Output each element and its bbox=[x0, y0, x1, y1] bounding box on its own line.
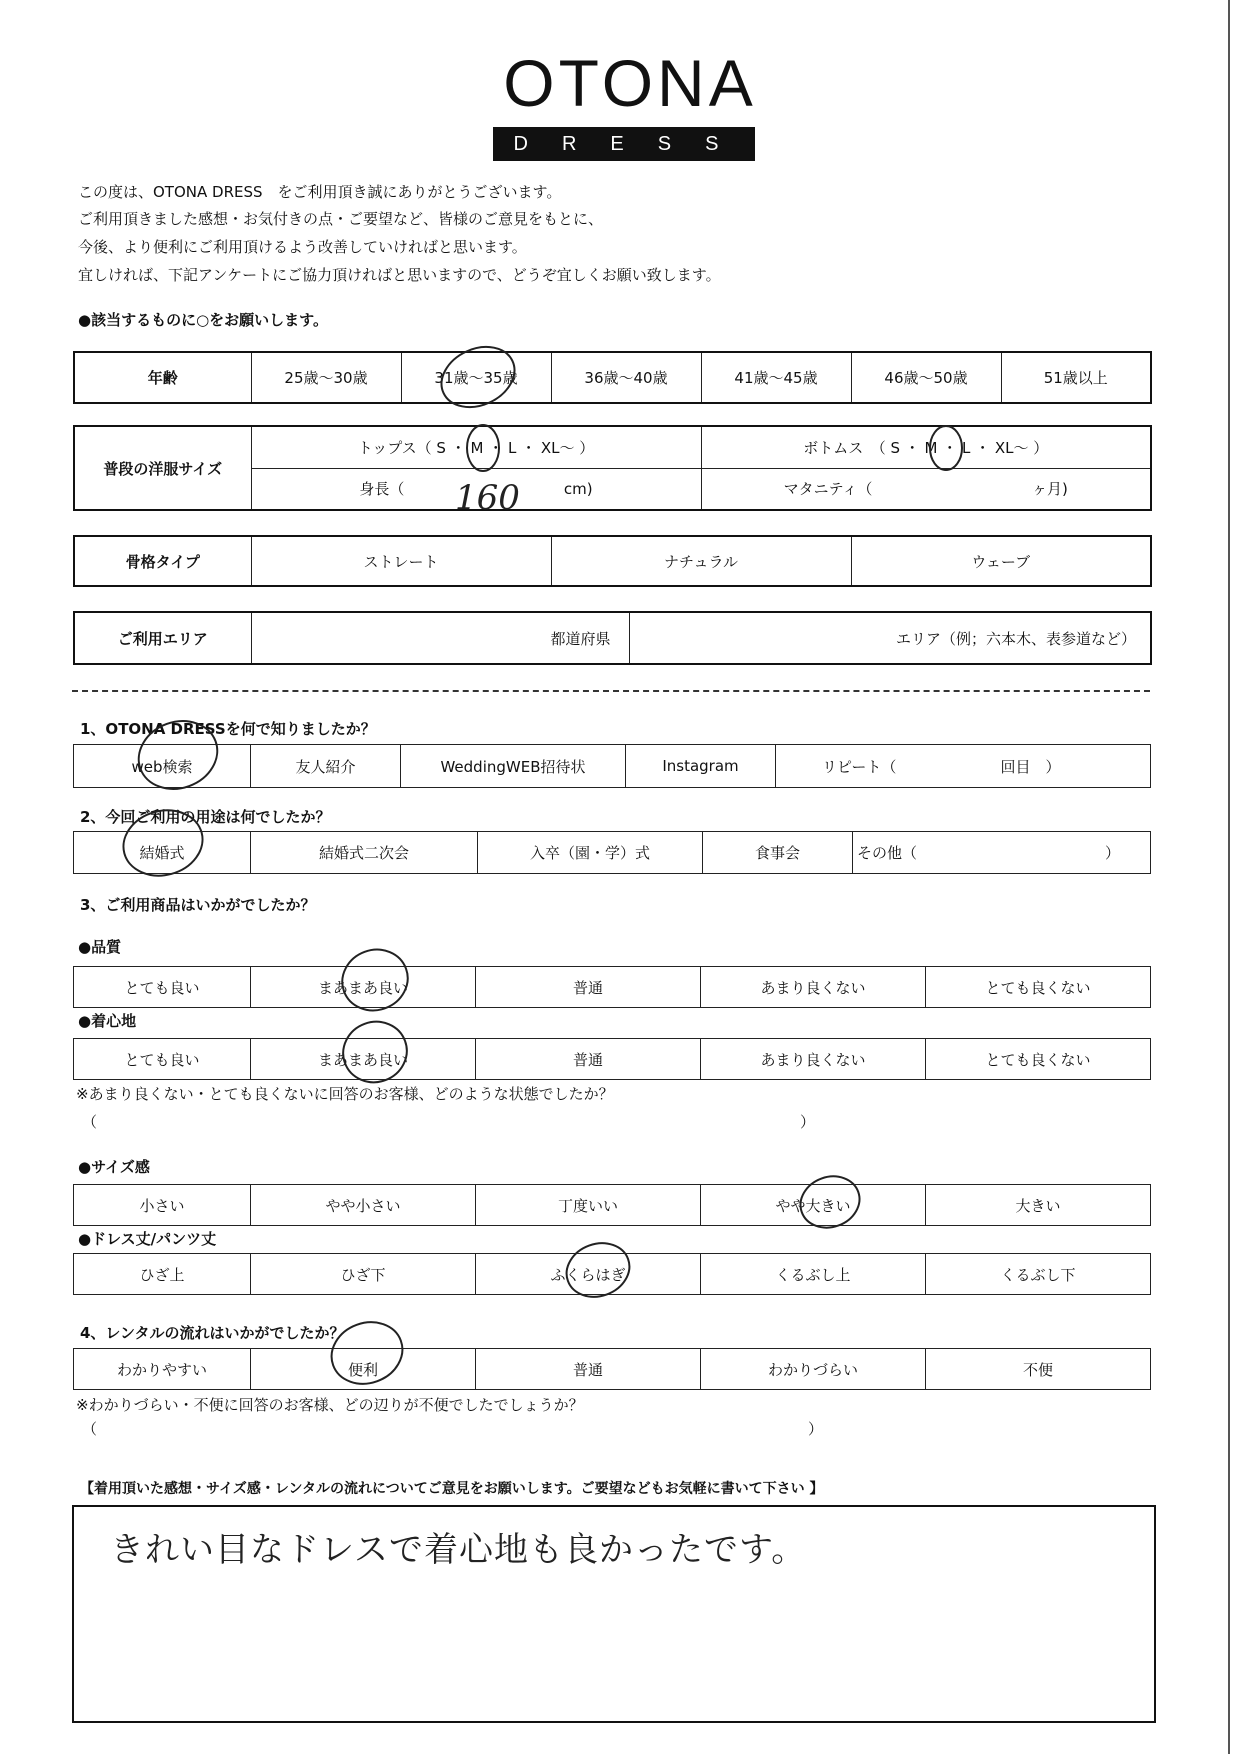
q4-option[interactable]: わかりやすい bbox=[74, 1349, 251, 1390]
body-type-label: 骨格タイプ bbox=[74, 536, 251, 586]
intro-line-2: ご利用頂きました感想・お気付きの点・ご要望など、皆様のご意見をもとに、 bbox=[78, 210, 604, 228]
q1-option[interactable]: Instagram bbox=[626, 745, 776, 788]
q4-table bbox=[73, 1348, 1151, 1390]
fit-option[interactable]: 大きい bbox=[926, 1185, 1151, 1226]
age-option[interactable]: 25歳～30歳 bbox=[251, 352, 401, 403]
tops-size-field[interactable]: トップス（ S ・ M ・ L ・ XL～ ） bbox=[251, 426, 701, 468]
comfort-option[interactable]: まあまあ良い bbox=[251, 1039, 476, 1080]
age-label: 年齢 bbox=[74, 352, 251, 403]
q2-option[interactable]: その他（ bbox=[853, 832, 1003, 874]
length-option[interactable]: ふくらはぎ bbox=[476, 1254, 701, 1295]
fit-option[interactable]: やや小さい bbox=[251, 1185, 476, 1226]
q4-followup-open: （ bbox=[82, 1420, 98, 1438]
q4-option[interactable]: 不便 bbox=[926, 1349, 1151, 1390]
length-label: ●ドレス丈/パンツ丈 bbox=[78, 1230, 217, 1248]
q4-option[interactable]: 普通 bbox=[476, 1349, 701, 1390]
area-field[interactable]: エリア（例；六本木、表参道など） bbox=[629, 612, 1151, 664]
body-type-option[interactable]: ストレート bbox=[251, 536, 551, 586]
bottoms-size-field[interactable]: ボトムス （ S ・ M ・ L ・ XL～ ） bbox=[701, 426, 1151, 468]
body-type-option[interactable]: ウェーブ bbox=[851, 536, 1151, 586]
fit-option[interactable]: 丁度いい bbox=[476, 1185, 701, 1226]
comfort-table bbox=[73, 1038, 1151, 1080]
height-handwriting: 160 bbox=[455, 478, 520, 518]
comfort-option[interactable]: とても良い bbox=[74, 1039, 251, 1080]
fit-label: ●サイズ感 bbox=[78, 1158, 150, 1176]
quality-followup-close: ） bbox=[800, 1113, 816, 1131]
q2-option-suffix: ） bbox=[1003, 832, 1151, 874]
age-option[interactable]: 36歳～40歳 bbox=[551, 352, 701, 403]
q1-title: 1、OTONA DRESSを何で知りましたか？ bbox=[80, 720, 376, 738]
q2-option[interactable]: 入卒（園・学）式 bbox=[478, 832, 703, 874]
age-option[interactable]: 51歳以上 bbox=[1001, 352, 1151, 403]
logo-wordmark: OTONA bbox=[503, 46, 757, 120]
age-option[interactable]: 46歳～50歳 bbox=[851, 352, 1001, 403]
q4-followup-close: ） bbox=[808, 1420, 824, 1438]
fit-table bbox=[73, 1184, 1151, 1226]
age-option[interactable]: 31歳～35歳 bbox=[401, 352, 551, 403]
q1-table bbox=[73, 744, 1151, 788]
logo-subtitle: DRESS bbox=[493, 127, 755, 161]
quality-option[interactable]: とても良い bbox=[74, 967, 251, 1008]
q4-option[interactable]: 便利 bbox=[251, 1349, 476, 1390]
intro-line-3: 今後、より便利にご利用頂けるよう改善していければと思います。 bbox=[78, 238, 527, 256]
q1-option[interactable]: リピート（ bbox=[776, 745, 1001, 788]
quality-followup-open: （ bbox=[82, 1113, 98, 1131]
size-table bbox=[73, 425, 1152, 511]
q4-title: 4、レンタルの流れはいかがでしたか？ bbox=[80, 1324, 345, 1342]
comfort-option[interactable]: 普通 bbox=[476, 1039, 701, 1080]
fit-option[interactable]: やや大きい bbox=[701, 1185, 926, 1226]
quality-followup-text: ※あまり良くない・とても良くないに回答のお客様、どのような状態でしたか？ bbox=[76, 1085, 614, 1103]
comments-title: 【着用頂いた感想・サイズ感・レンタルの流れについてご意見をお願いします。ご要望などもお気軽に書いて下さい 】 bbox=[80, 1481, 824, 1497]
quality-option[interactable]: まあまあ良い bbox=[251, 967, 476, 1008]
age-table bbox=[73, 351, 1152, 404]
quality-label: ●品質 bbox=[78, 938, 122, 956]
length-table bbox=[73, 1253, 1151, 1295]
body-type-table bbox=[73, 535, 1152, 587]
q2-option[interactable]: 食事会 bbox=[703, 832, 853, 874]
prefecture-field[interactable]: 都道府県 bbox=[251, 612, 629, 664]
length-option[interactable]: ひざ下 bbox=[251, 1254, 476, 1295]
q2-table bbox=[73, 831, 1151, 874]
q4-followup-text: ※わかりづらい・不便に回答のお客様、どの辺りが不便でしたでしょうか？ bbox=[76, 1396, 584, 1414]
q1-option[interactable]: WeddingWEB招待状 bbox=[401, 745, 626, 788]
maternity-prefix: マタニティ（ bbox=[783, 480, 873, 499]
intro-line-1: この度は、OTONA DRESS をご利用頂き誠にありがとうございます。 bbox=[78, 183, 562, 201]
quality-table bbox=[73, 966, 1151, 1008]
size-label: 普段の洋服サイズ bbox=[74, 426, 251, 510]
area-table bbox=[73, 611, 1152, 665]
q4-option[interactable]: わかりづらい bbox=[701, 1349, 926, 1390]
area-label: ご利用エリア bbox=[74, 612, 251, 664]
quality-option[interactable]: あまり良くない bbox=[701, 967, 926, 1008]
length-option[interactable]: ひざ上 bbox=[74, 1254, 251, 1295]
q2-option[interactable]: 結婚式 bbox=[74, 832, 251, 874]
quality-option[interactable]: とても良くない bbox=[926, 967, 1151, 1008]
q2-option[interactable]: 結婚式二次会 bbox=[251, 832, 478, 874]
length-option[interactable]: くるぶし上 bbox=[701, 1254, 926, 1295]
height-suffix: cm) bbox=[563, 480, 593, 499]
quality-option[interactable]: 普通 bbox=[476, 967, 701, 1008]
instruction-text: ●該当するものに○をお願いします。 bbox=[78, 311, 328, 329]
section-divider bbox=[72, 690, 1150, 692]
q1-option[interactable]: web検索 bbox=[74, 745, 251, 788]
height-prefix: 身長（ bbox=[359, 480, 405, 499]
q1-option-suffix: 回目 ） bbox=[1001, 745, 1151, 788]
maternity-suffix: ヶ月) bbox=[1032, 480, 1068, 499]
scan-edge-line bbox=[1228, 0, 1230, 1754]
comfort-option[interactable]: とても良くない bbox=[926, 1039, 1151, 1080]
comments-handwriting: きれい目なドレスで着心地も良かったです。 bbox=[110, 1530, 807, 1570]
q3-title: 3、ご利用商品はいかがでしたか？ bbox=[80, 896, 316, 914]
q2-title: 2、今回ご利用の用途は何でしたか？ bbox=[80, 808, 331, 826]
length-option[interactable]: くるぶし下 bbox=[926, 1254, 1151, 1295]
intro-line-4: 宜しければ、下記アンケートにご協力頂ければと思いますので、どうぞ宜しくお願い致します。 bbox=[78, 266, 721, 284]
comfort-label: ●着心地 bbox=[78, 1012, 137, 1030]
q1-option[interactable]: 友人紹介 bbox=[251, 745, 401, 788]
age-option[interactable]: 41歳～45歳 bbox=[701, 352, 851, 403]
fit-option[interactable]: 小さい bbox=[74, 1185, 251, 1226]
body-type-option[interactable]: ナチュラル bbox=[551, 536, 851, 586]
maternity-field[interactable] bbox=[701, 468, 1151, 510]
comfort-option[interactable]: あまり良くない bbox=[701, 1039, 926, 1080]
